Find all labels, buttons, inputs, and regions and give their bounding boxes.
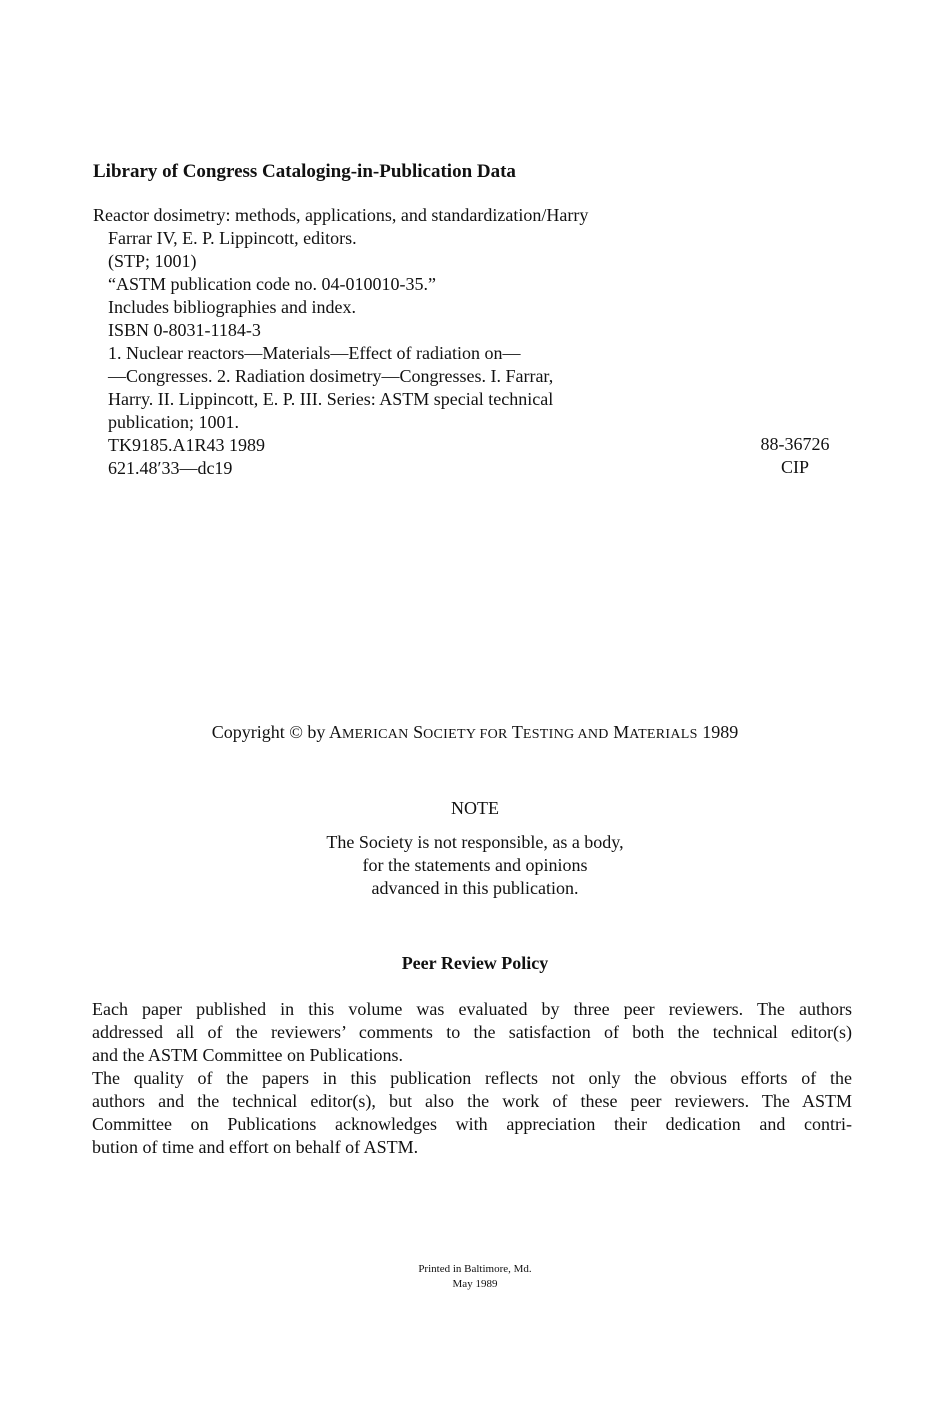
cip-line-dewey: 621.48′33—dc19: [108, 458, 233, 478]
peer-review-line: and the ASTM Committee on Publications.: [92, 1045, 403, 1065]
copyright-prefix: Copyright © by: [211, 722, 329, 742]
cip-line-isbn: ISBN 0-8031-1184-3: [108, 320, 261, 340]
peer-review-line: authors and the technical editor(s), but also the work of these peer reviewers. The ASTM: [92, 1091, 852, 1111]
cip-line-subject-1: 1. Nuclear reactors—Materials—Effect of radiation on—: [108, 343, 521, 363]
note-line: advanced in this publication.: [371, 878, 579, 898]
note-line: for the statements and opinions: [362, 855, 588, 875]
peer-review-line: addressed all of the reviewers’ comments to the satisfaction of both the technical editor(s): [92, 1022, 852, 1042]
cip-line-subject-4: publication; 1001.: [108, 412, 239, 432]
copyright-line: [0, 722, 950, 743]
peer-review-heading: Peer Review Policy: [401, 953, 549, 973]
cip-record: [93, 204, 588, 480]
note-title: NOTE: [451, 798, 499, 818]
lccn: 88-36726: [760, 434, 830, 454]
peer-review-line: Committee on Publications acknowledges with appreciation their dedication and contri-: [92, 1114, 852, 1134]
peer-review-line: Each paper published in this volume was evaluated by three peer reviewers. The authors: [92, 999, 852, 1019]
peer-review-line: The quality of the papers in this publication reflects not only the obvious efforts of the: [92, 1068, 852, 1088]
note-body: [0, 831, 950, 900]
cip-line-pubcode: “ASTM publication code no. 04-010010-35.”: [108, 274, 436, 294]
cip-line-subject-2: —Congresses. 2. Radiation dosimetry—Congresses. I. Farrar,: [108, 366, 554, 386]
peer-review-line: bution of time and effort on behalf of ASTM.: [92, 1137, 419, 1157]
printed-date: May 1989: [452, 1278, 498, 1290]
copyright-org: AMERICAN SOCIETY FOR TESTING AND MATERIALS: [328, 722, 698, 742]
cip-line-includes: Includes bibliographies and index.: [108, 297, 356, 317]
cip-heading: Library of Congress Cataloging-in-Publication Data: [93, 161, 516, 182]
cip-label: CIP: [780, 457, 809, 477]
cip-line-lc-class: TK9185.A1R43 1989: [108, 435, 265, 455]
copyright-year: 1989: [702, 722, 739, 742]
printed-location: Printed in Baltimore, Md.: [418, 1263, 532, 1275]
cip-line-series: (STP; 1001): [108, 251, 197, 271]
peer-review-body: [92, 998, 852, 1159]
cip-line-editors: Farrar IV, E. P. Lippincott, editors.: [108, 228, 357, 248]
printed-colophon: [0, 1262, 950, 1292]
cip-line-subject-3: Harry. II. Lippincott, E. P. III. Series: ASTM special technical: [108, 389, 554, 409]
cip-control-number: [740, 433, 850, 479]
cip-line-title: Reactor dosimetry: methods, applications, and standardization/Harry: [93, 205, 589, 225]
note-line: The Society is not responsible, as a body,: [326, 832, 624, 852]
